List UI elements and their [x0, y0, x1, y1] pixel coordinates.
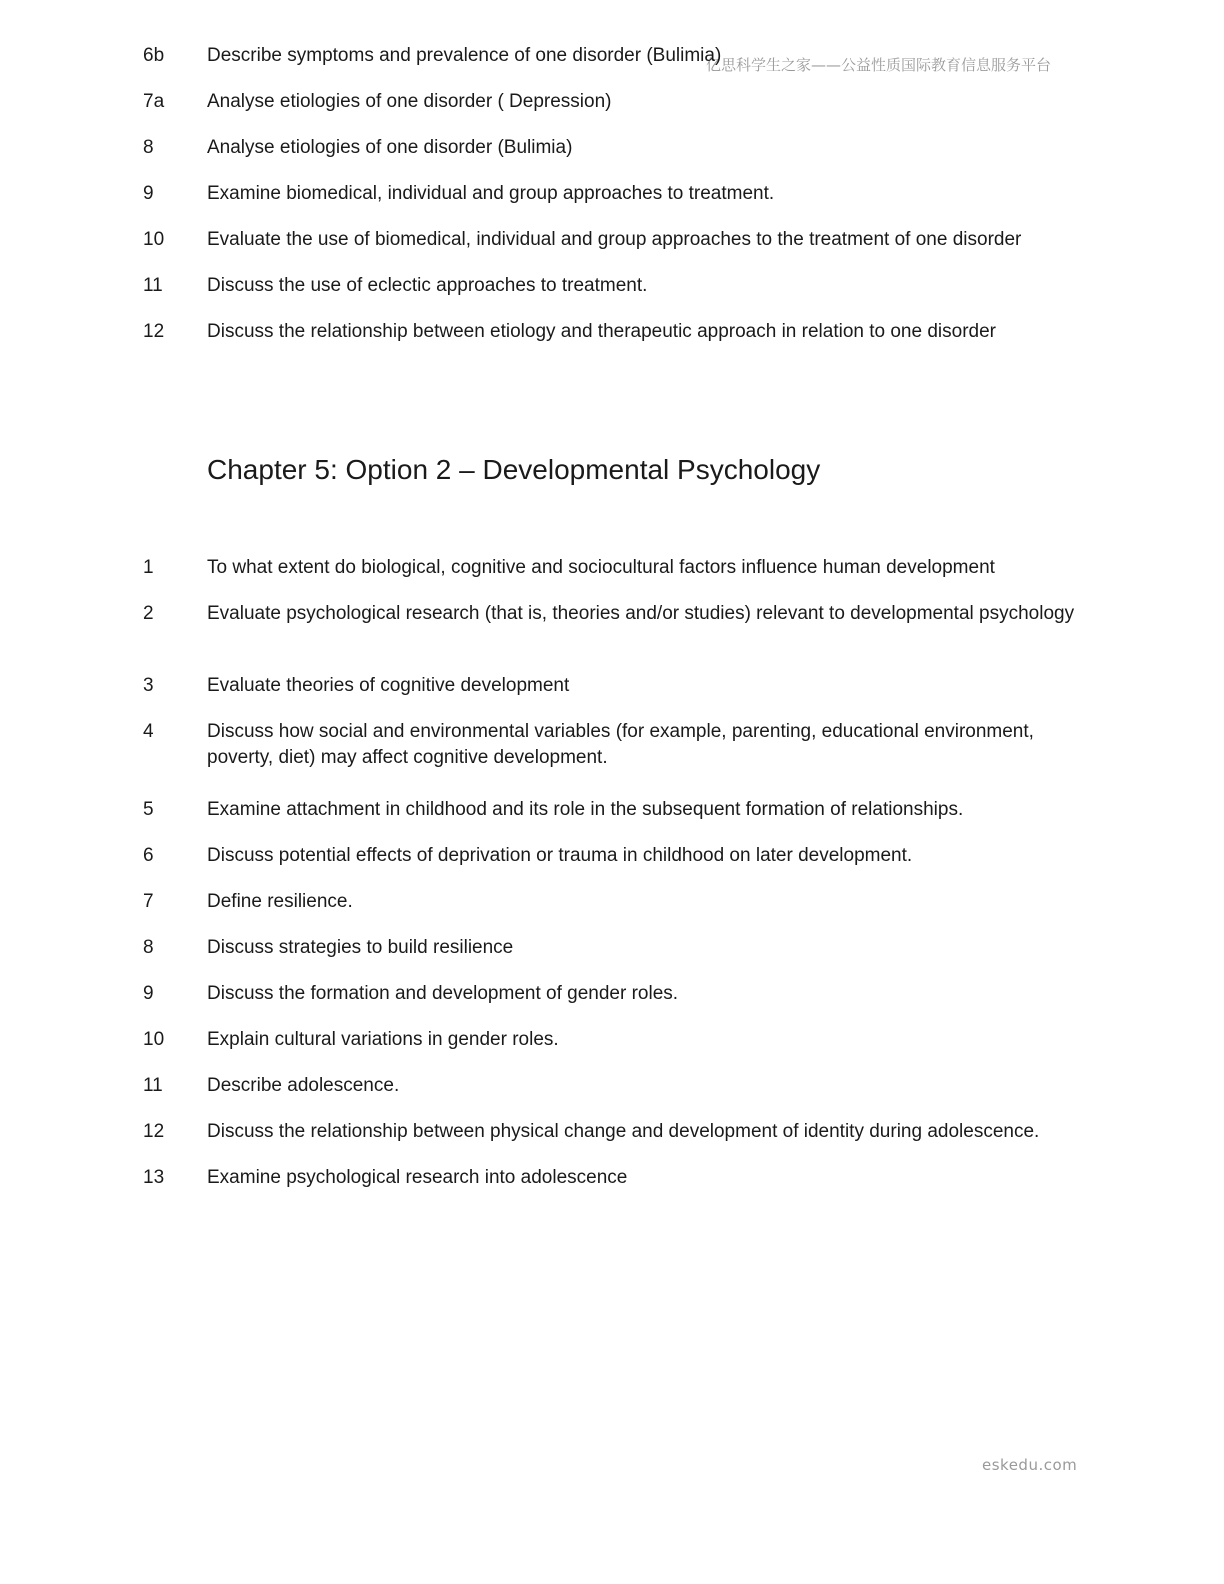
item-number: 6b	[143, 45, 165, 66]
item-number: 10	[143, 1029, 165, 1050]
item-text: Discuss the formation and development of gender roles.	[207, 983, 679, 1004]
item-number: 5	[143, 799, 154, 820]
item-text: Evaluate psychological research (that is, theories and/or studies) relevant to developmental psychology	[207, 603, 1075, 624]
item-text: Define resilience.	[207, 891, 353, 912]
item-text: Explain cultural variations in gender roles.	[207, 1029, 559, 1050]
item-text: Discuss how social and environmental variables (for example, parenting, educational environment, poverty, diet) may affect cognitive development.	[207, 721, 1034, 768]
chapter-title: Chapter 5: Option 2 – Developmental Psychology	[207, 454, 821, 485]
item-number: 9	[143, 983, 154, 1004]
item-text: Discuss strategies to build resilience	[207, 937, 514, 958]
item-number: 11	[143, 275, 163, 296]
item-text: Discuss the relationship between physical change and development of identity during adolescence.	[207, 1121, 1040, 1142]
item-text: Analyse etiologies of one disorder (Bulimia)	[207, 137, 573, 158]
item-number: 6	[143, 845, 154, 866]
item-number: 7	[143, 891, 154, 912]
item-number: 7a	[143, 91, 165, 112]
item-text: Describe adolescence.	[207, 1075, 400, 1096]
item-text: Examine biomedical, individual and group approaches to treatment.	[207, 183, 775, 204]
watermark-top-text: 亿思科学生之家——公益性质国际教育信息服务平台	[706, 56, 1052, 74]
item-number: 10	[143, 229, 165, 250]
item-number: 9	[143, 183, 154, 204]
item-number: 11	[143, 1075, 163, 1096]
item-number: 4	[143, 721, 154, 742]
item-number: 12	[143, 321, 165, 342]
item-number: 8	[143, 937, 154, 958]
item-text: Describe symptoms and prevalence of one disorder (Bulimia)	[207, 45, 722, 66]
item-number: 3	[143, 675, 154, 696]
item-text: Examine attachment in childhood and its role in the subsequent formation of relationships.	[207, 799, 964, 820]
item-text: Discuss potential effects of deprivation or trauma in childhood on later development.	[207, 845, 913, 866]
item-text: Discuss the relationship between etiology and therapeutic approach in relation to one disorder	[207, 321, 996, 342]
item-number: 2	[143, 603, 154, 624]
item-text: Evaluate theories of cognitive development	[207, 675, 570, 696]
item-text: Evaluate the use of biomedical, individual and group approaches to the treatment of one disorder	[207, 229, 1022, 250]
item-text: Examine psychological research into adolescence	[207, 1167, 628, 1188]
item-text: Discuss the use of eclectic approaches to treatment.	[207, 275, 648, 296]
item-number: 8	[143, 137, 154, 158]
item-number: 1	[143, 557, 154, 578]
item-text: Analyse etiologies of one disorder ( Depression)	[207, 91, 612, 112]
item-text: To what extent do biological, cognitive and sociocultural factors influence human development	[207, 557, 995, 578]
watermark-bottom-text: eskedu.com	[982, 1456, 1078, 1474]
item-number: 12	[143, 1121, 165, 1142]
item-number: 13	[143, 1167, 165, 1188]
